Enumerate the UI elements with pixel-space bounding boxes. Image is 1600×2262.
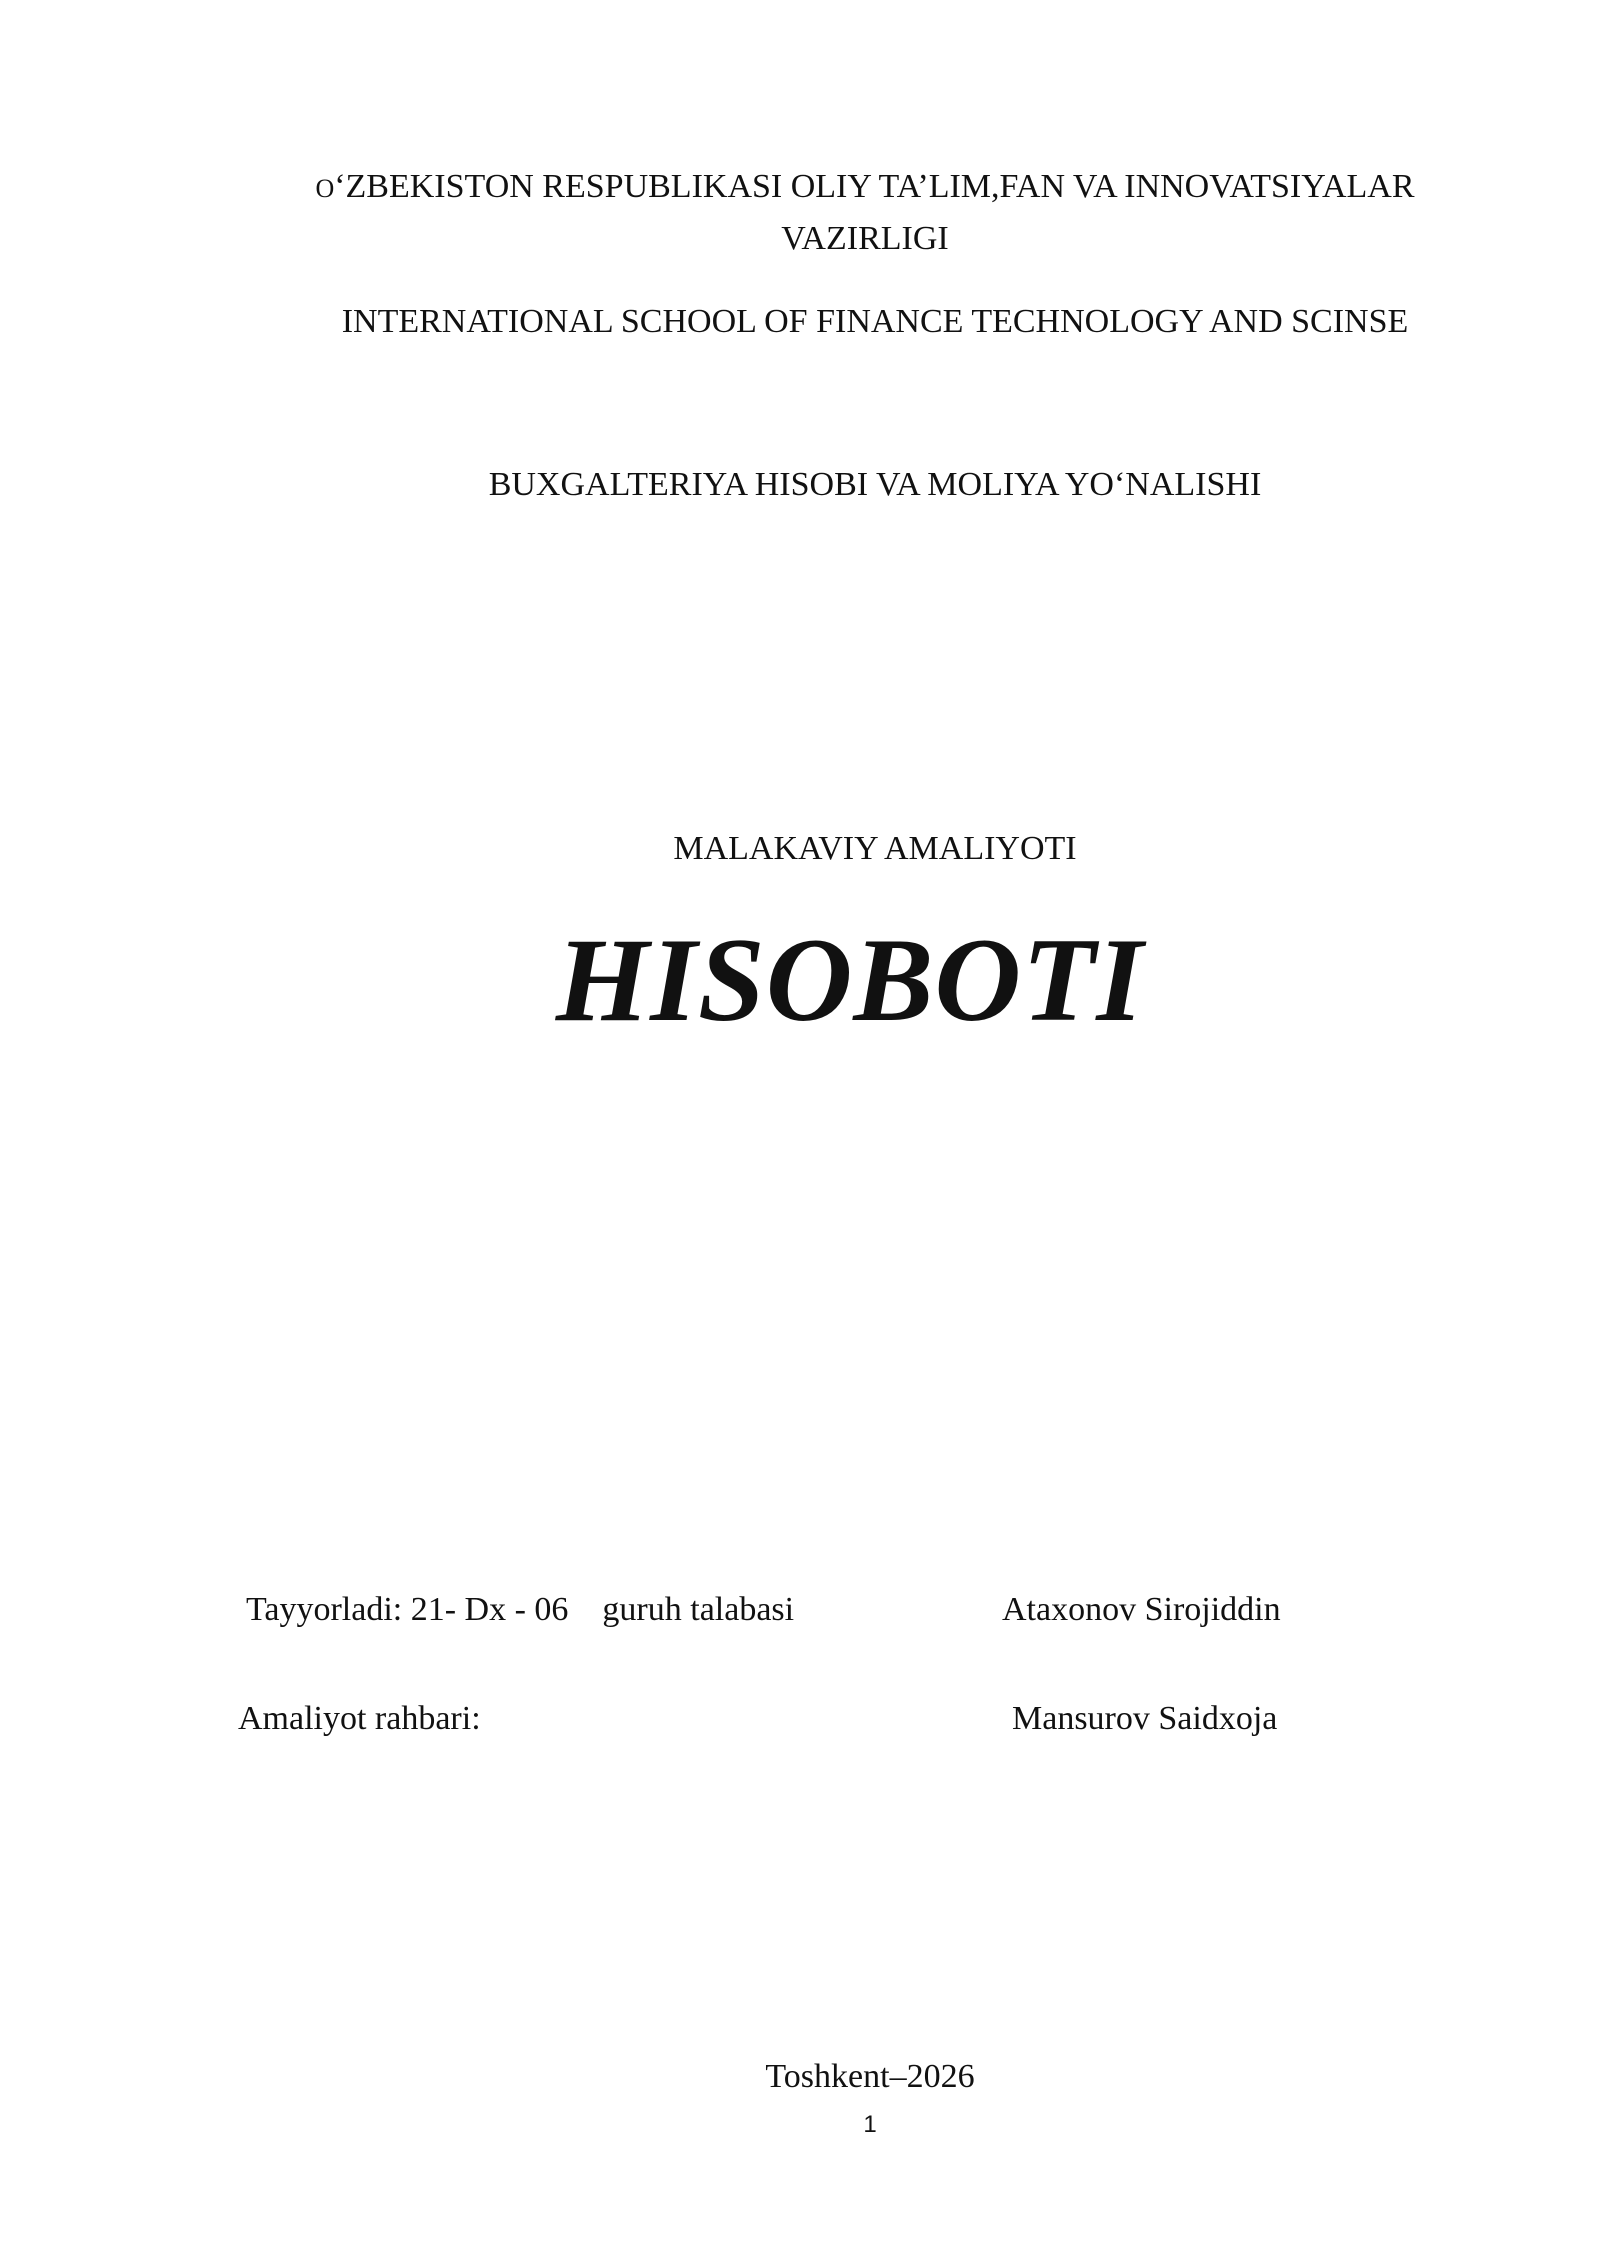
report-title: HISOBOTI	[555, 913, 1145, 1046]
ministry-heading	[265, 162, 1465, 264]
school-name: INTERNATIONAL SCHOOL OF FINANCE TECHNOLOGY AND SCINSE	[341, 303, 1409, 340]
ministry-line-1: ‘ZBEKISTON RESPUBLIKASI OLIY TA’LIM,FAN VA INNOVATSIYALAR	[334, 168, 1415, 205]
prepared-by-label: Tayyorladi: 21- Dx - 06 guruh talabasi	[246, 1591, 795, 1628]
report-type: MALAKAVIY AMALIYOTI	[673, 830, 1077, 867]
supervisor-name: Mansurov Saidxoja	[1012, 1700, 1278, 1737]
city-year: Toshkent–2026	[765, 2058, 975, 2095]
ministry-prefix: O	[315, 174, 335, 203]
supervisor-label: Amaliyot rahbari:	[238, 1700, 481, 1737]
page-number: 1	[863, 2111, 877, 2138]
faculty-name: BUXGALTERIYA HISOBI VA MOLIYA YO‘NALISHI	[488, 466, 1262, 503]
student-name: Ataxonov Sirojiddin	[1002, 1591, 1281, 1628]
ministry-line-2: VAZIRLIGI	[781, 220, 949, 257]
